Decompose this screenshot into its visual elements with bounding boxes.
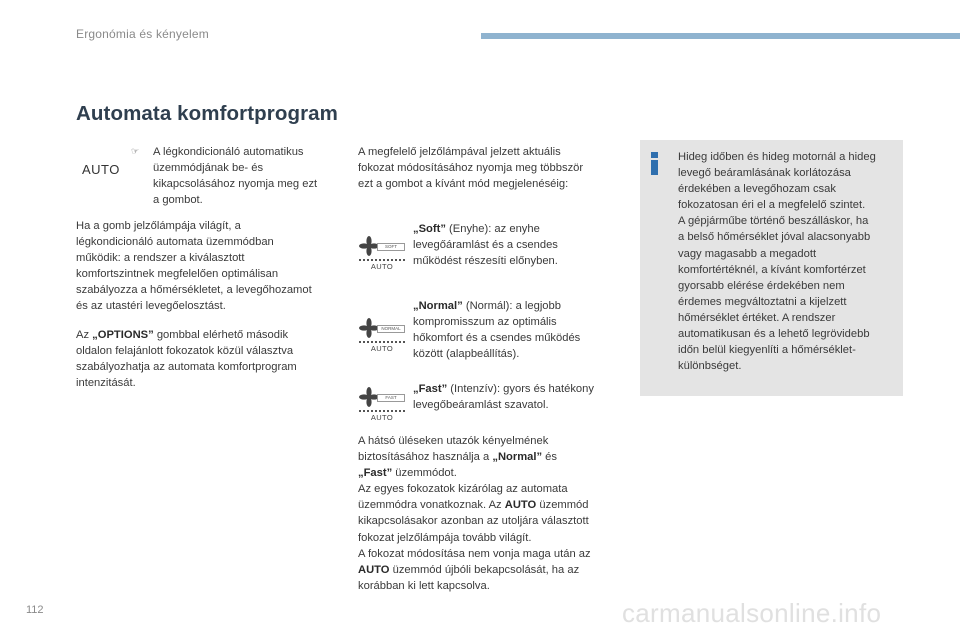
chapter-bar [481, 33, 960, 39]
soft-mode-text: „Soft” (Enyhe): az enyhe levegőáramlást és a csendes működést részesíti előnyben. [413, 223, 558, 268]
bullet-arrow-icon: ☞ [131, 146, 140, 156]
auto-label: AUTO [370, 262, 394, 271]
soft-mode-icon [359, 233, 405, 273]
chapter-title: Ergonómia és kényelem [76, 27, 209, 41]
paragraph-mode-intro: A megfelelő jelzőlámpával jelzett aktuális fokozat módosításához nyomja meg többször ezt a gombot a kívánt mód megjelenéséig: [358, 146, 584, 191]
paragraph-options: Az „OPTIONS” gombbal elérhető második oldalon felajánlott fokozatok közül választva szabályozhatja az automata komfortprogram intenzitását. [76, 329, 297, 390]
bullet-text: A légkondicionáló automatikus üzemmódjának be- és kikapcsolásához nyomja meg ezt a gombot. [153, 146, 318, 207]
fast-mode-text: „Fast” (Intenzív): gyors és hatékony levegőbeáramlást szavatol. [413, 383, 594, 412]
fast-mode-icon [359, 384, 405, 424]
auto-label: AUTO [370, 344, 394, 353]
section-title: Automata komfortprogram [76, 102, 338, 125]
info-box [640, 140, 903, 396]
mode-label: NORMAL [377, 325, 405, 333]
page-number: 112 [26, 604, 44, 616]
paragraph-rear-seats: A hátsó üléseken utazók kényelmének biztosításához használja a „Normal” és „Fast” üzemmódot. Az egyes fokozatok kizárólag az automata üzemmódra vonatkoznak. Az AUTO üzemmód kikapcsolásakor azonban az utoljára választott fokozat jelzőlámpája tovább világít. A fokozat módosítása nem vonja maga után az AUTO üzemmód újbóli bekapcsolását, ha az korábban ki lett kapcsolva. [358, 435, 591, 592]
auto-button-icon: AUTO [82, 162, 120, 177]
normal-mode-text: „Normal” (Normál): a legjobb kompromisszum az optimális hőkomfort és a csendes működés között (alapbeállítás). [413, 300, 581, 361]
auto-label: AUTO [370, 413, 394, 422]
paragraph-auto-mode: Ha a gomb jelzőlámpája világít, a légkondicionáló automata üzemmódban működik: a rendszer a kiválasztott komfortszintnek megfelelően optimálisan szabályozza a hőmérsékletet, a levegőhozamot és az utastéri levegőelosztást. [76, 220, 312, 313]
normal-mode-icon [359, 315, 405, 355]
mode-label: SOFT [377, 243, 405, 251]
info-text: Hideg időben és hideg motornál a hideg levegő beáramlásának korlátozása érdekében a levegőhozam csak fokozatosan éri el a megfelelő szintet. A gépjárműbe történő beszálláskor, ha a belső hőmérséklet jóval alacsonyabb vagy magasabb a megadott komfortértéknél, a kívánt komfortérzet gyorsabb elérése érdekében nem érdemes megváltoztatni a kijelzett hőmérséklet értéket. A rendszer automatikusan és a lehető legrövidebb időn belül kiegyenlíti a hőmérséklet- különbséget. [678, 151, 876, 373]
info-icon [650, 152, 660, 176]
mode-label: FAST [377, 394, 405, 402]
watermark: carmanualsonline.info [622, 598, 882, 628]
